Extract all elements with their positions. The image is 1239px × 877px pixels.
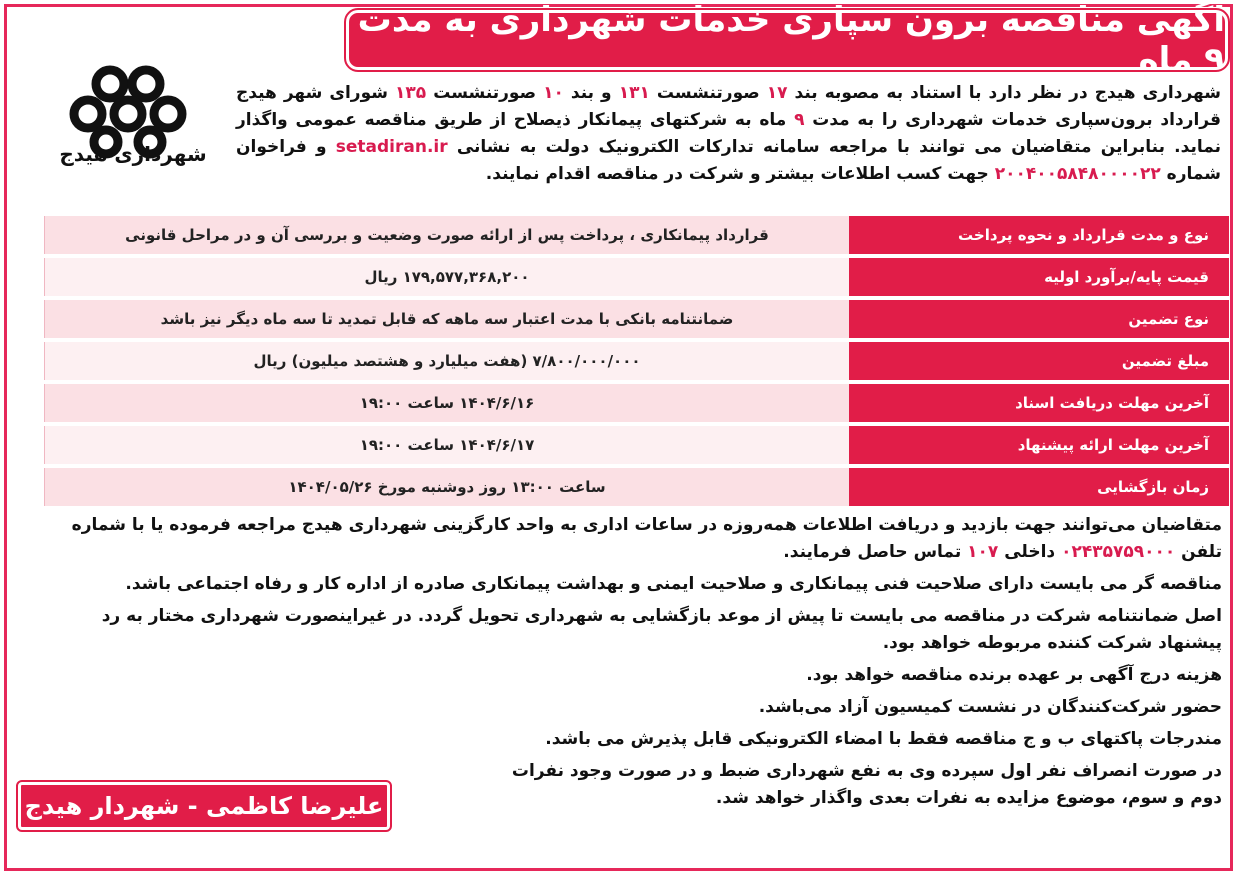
row-value: قرارداد پیمانکاری ، پرداخت پس از ارائه صورت وضعیت و بررسی آن و در مراحل قانونی bbox=[44, 216, 849, 254]
phone-number: ۰۲۴۳۵۷۵۹۰۰۰ bbox=[1061, 542, 1176, 562]
signature-box: علیرضا کاظمی - شهردار هیدج bbox=[18, 782, 390, 830]
row-label: آخرین مهلت دریافت اسناد bbox=[849, 384, 1229, 422]
municipality-logo-icon bbox=[48, 58, 218, 188]
table-row bbox=[44, 384, 1229, 422]
table-row bbox=[44, 342, 1229, 380]
phone-extension: ۱۰۷ bbox=[967, 542, 999, 562]
tender-number: ۲۰۰۴۰۰۵۸۴۸۰۰۰۰۲۲ bbox=[994, 164, 1161, 184]
row-label: آخرین مهلت ارائه پیشنهاد bbox=[849, 426, 1229, 464]
row-value: ۱۷۹,۵۷۷,۳۶۸,۲۰۰ ریال bbox=[44, 258, 849, 296]
contact-paragraph: متقاضیان می‌توانند جهت بازدید و دریافت اطلاعات همه‌روزه در ساعات اداری به واحد کارگزینی شهرداری هیدج مراجعه فرموده یا با شماره تلفن ۰۲۴۳۵۷۵۹۰۰۰ داخلی ۱۰۷ تماس حاصل فرمایند. bbox=[71, 515, 1222, 562]
row-value: ۱۴۰۴/۶/۱۶ ساعت ۱۹:۰۰ bbox=[44, 384, 849, 422]
row-label: زمان بازگشایی bbox=[849, 468, 1229, 506]
condition-line: مناقصه گر می بایست دارای صلاحیت فنی پیمانکاری و صلاحیت ایمنی و بهداشت پیمانکاری صادره از اداره کار و رفاه اجتماعی باشد. bbox=[125, 574, 1222, 594]
condition-line: اصل ضمانتنامه شرکت در مناقصه می بایست تا پیش از موعد بازگشایی به شهرداری تحویل گردد. در غیراینصورت شهرداری مختار به رد پیشنهاد شرکت کننده مربوطه خواهد بود. bbox=[101, 606, 1222, 653]
setadiran-link[interactable]: setadiran.ir bbox=[335, 137, 448, 157]
table-row bbox=[44, 258, 1229, 296]
row-value: ساعت ۱۳:۰۰ روز دوشنبه مورخ ۱۴۰۴/۰۵/۲۶ bbox=[44, 468, 849, 506]
condition-line: مندرجات پاکتهای ب و ج مناقصه فقط با امضاء الکترونیکی قابل پذیرش می باشد. bbox=[545, 729, 1222, 749]
table-row bbox=[44, 468, 1229, 506]
table-row bbox=[44, 216, 1229, 254]
table-row bbox=[44, 426, 1229, 464]
row-label: نوع تضمین bbox=[849, 300, 1229, 338]
condition-line: حضور شرکت‌کنندگان در نشست کمیسیون آزاد می‌باشد. bbox=[758, 697, 1222, 717]
row-label: نوع و مدت قرارداد و نحوه پرداخت bbox=[849, 216, 1229, 254]
row-value: ضمانتنامه بانکی با مدت اعتبار سه ماهه که قابل تمدید تا سه ماه دیگر نیز باشد bbox=[44, 300, 849, 338]
tender-info-table bbox=[44, 212, 1229, 510]
row-value: ۷/۸۰۰/۰۰۰/۰۰۰ (هفت میلیارد و هشتصد میلیون) ریال bbox=[44, 342, 849, 380]
page-title: آگهی مناقصه برون سپاری خدمات شهرداری به مدت ۹ ماه bbox=[346, 10, 1228, 70]
condition-line: هزینه درج آگهی بر عهده برنده مناقصه خواهد بود. bbox=[806, 665, 1222, 685]
row-label: قیمت پایه/برآورد اولیه bbox=[849, 258, 1229, 296]
row-value: ۱۴۰۴/۶/۱۷ ساعت ۱۹:۰۰ bbox=[44, 426, 849, 464]
intro-paragraph: شهرداری هیدج در نظر دارد با استناد به مصوبه بند ۱۷ صورتنشست ۱۳۱ و بند ۱۰ صورتنشست ۱۳۵ شورای شهر هیدج قرارداد برون‌سپاری خدمات شهرداری را به مدت ۹ ماه به شرکتهای پیمانکار ذیصلاح از طریق مناقصه عمومی واگذار نماید. بنابراین متقاضیان می توانند با مراجعه سامانه تدارکات الکترونیک دولت به نشانی setadiran.ir و فراخوان شماره ۲۰۰۴۰۰۵۸۴۸۰۰۰۰۲۲ جهت کسب اطلاعات بیشتر و شرکت در مناقصه اقدام نمایند. bbox=[236, 83, 1222, 184]
table-row bbox=[44, 300, 1229, 338]
logo-text: شهرداری هیدج bbox=[59, 142, 207, 166]
conditions-text bbox=[40, 512, 1222, 817]
row-label: مبلغ تضمین bbox=[849, 342, 1229, 380]
condition-line: در صورت انصراف نفر اول سپرده وی به نفع شهرداری ضبط و در صورت وجود نفرات دوم و سوم، موضوع مزایده به نفرات بعدی واگذار خواهد شد. bbox=[511, 761, 1222, 808]
